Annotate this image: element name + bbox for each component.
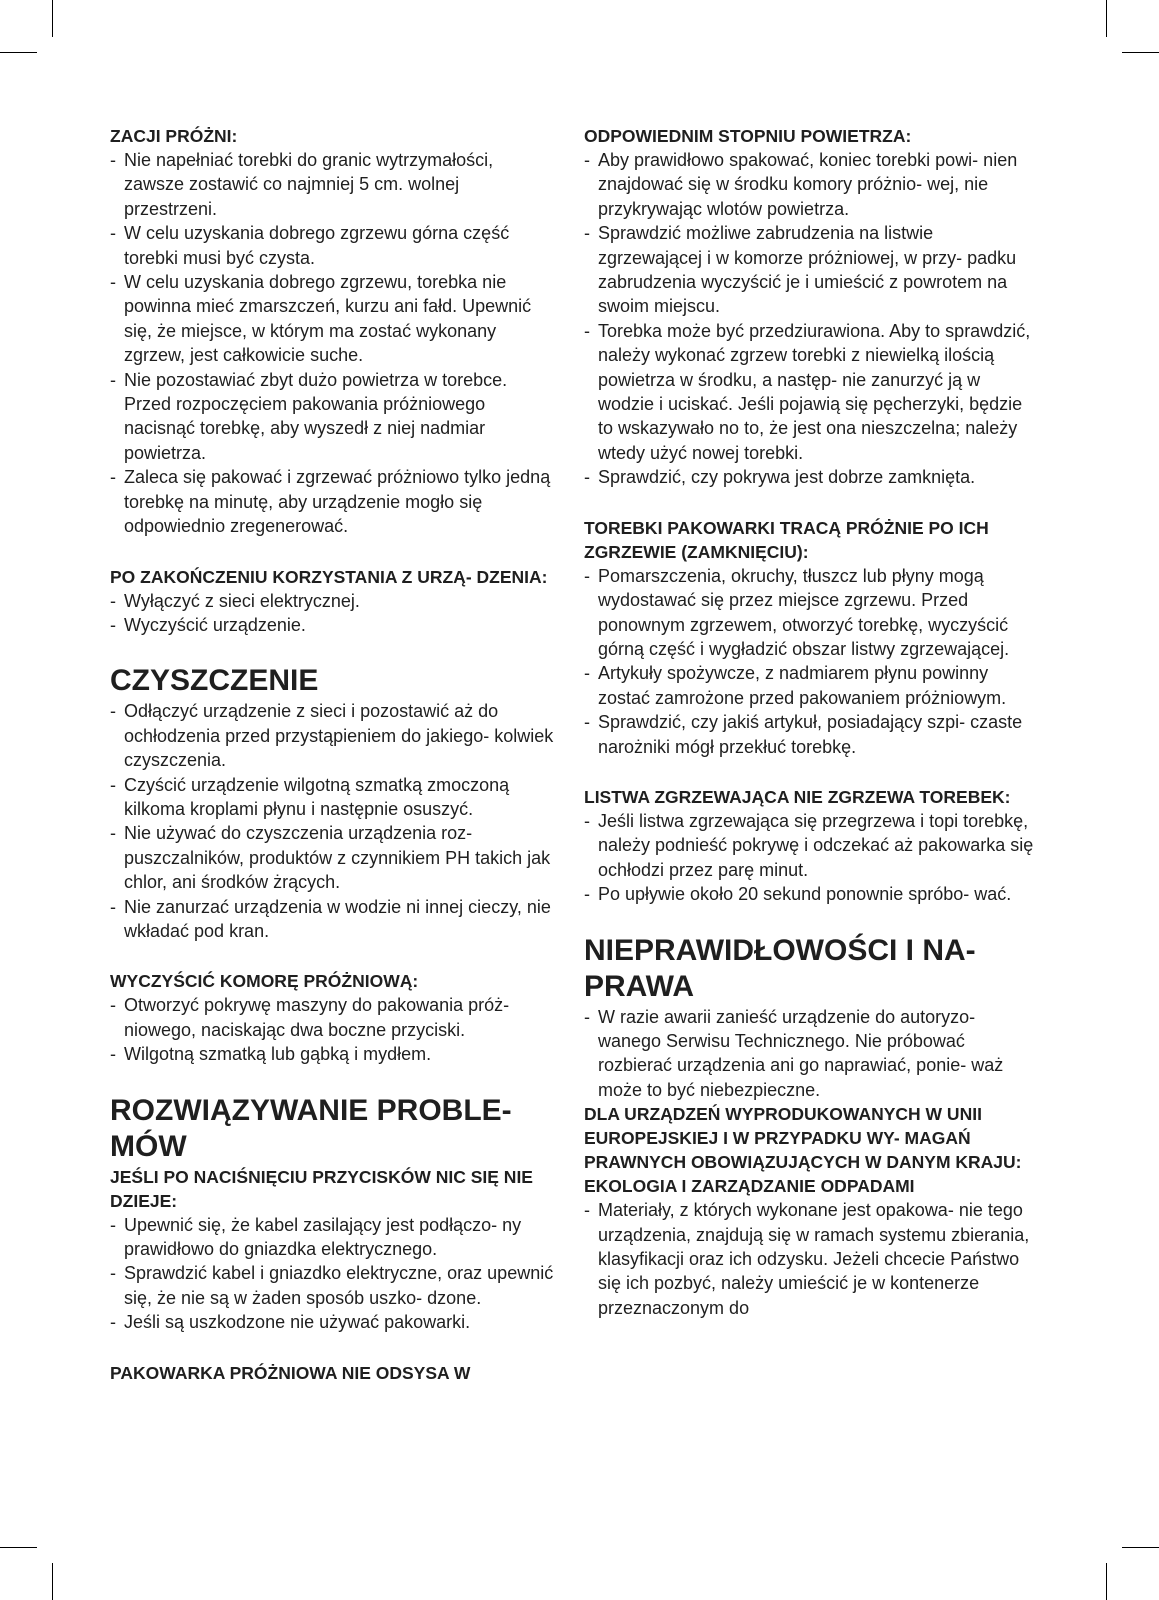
- section-title-troubleshooting: ROZWIĄZYWANIE PROBLE- MÓW: [110, 1093, 512, 1163]
- list-item: - Wyłączyć z sieci elektrycznej.: [110, 589, 555, 613]
- crop-mark-top-left-h: [0, 52, 37, 53]
- crop-mark-top-right-v: [1106, 0, 1107, 37]
- list-item: - Po upływie około 20 sekund ponownie spróbo- wać.: [584, 882, 1034, 906]
- list-item: - Otworzyć pokrywę maszyny do pakowania próż- niowego, naciskając dwa boczne przyciski.: [110, 993, 555, 1042]
- list-item: - Odłączyć urządzenie z sieci i pozostawić aż do ochłodzenia przed przystąpieniem do jakiego- kolwiek czyszczenia.: [110, 699, 555, 772]
- section-heading: EKOLOGIA I ZARZĄDZANIE ODPADAMI: [584, 1176, 915, 1197]
- section-heading: LISTWA ZGRZEWAJĄCA NIE ZGRZEWA TOREBEK:: [584, 786, 1011, 807]
- crop-mark-bottom-right-h: [1122, 1547, 1159, 1548]
- bullet-list: [110, 589, 555, 638]
- bullet-list: [110, 1213, 555, 1335]
- list-item: - Sprawdzić możliwe zabrudzenia na listwie zgrzewającej i w komorze próżniowej, w przy- padku zabrudzenia wyczyścić je i umieścić z powrotem na swoim miejscu.: [584, 221, 1034, 319]
- crop-mark-top-left-v: [52, 0, 53, 37]
- list-item: - Artykuły spożywcze, z nadmiarem płynu powinny zostać zamrożone przed pakowaniem próżniowym.: [584, 661, 1034, 710]
- crop-mark-bottom-left-h: [0, 1547, 37, 1548]
- list-item: - W celu uzyskania dobrego zgrzewu, torebka nie powinna mieć zmarszczeń, kurzu ani fałd. Upewnić się, że miejsce, w którym ma zostać wykonany zgrzew, jest całkowicie suche.: [110, 270, 555, 368]
- list-item: - Pomarszczenia, okruchy, tłuszcz lub płyny mogą wydostawać się przez miejsce zgrzewu. Przed ponownym zgrzewem, otworzyć torebkę, wyczyścić górną część i wygładzić obszar listwy zgrzewającej.: [584, 564, 1034, 662]
- list-item: - Wilgotną szmatką lub gąbką i mydłem.: [110, 1042, 555, 1066]
- list-item: - Wyczyścić urządzenie.: [110, 613, 555, 637]
- section-heading: DLA URZĄDZEŃ WYPRODUKOWANYCH W UNII EUROPEJSKIEJ I W PRZYPADKU WY- MAGAŃ PRAWNYCH OBOWIĄZUJĄCYCH W DANYM KRAJU:: [584, 1104, 1022, 1173]
- list-item: - Materiały, z których wykonane jest opakowa- nie tego urządzenia, znajdują się w ramach systemu zbierania, klasyfikacji oraz ich odzysku. Jeżeli chcecie Państwo się ich pozbyć, należy umieścić je w kontenerze przeznaczonym do: [584, 1198, 1034, 1320]
- list-item: - Nie napełniać torebki do granic wytrzymałości, zawsze zostawić co najmniej 5 cm. wolnej przestrzeni.: [110, 148, 555, 221]
- list-item: - Jeśli są uszkodzone nie używać pakowarki.: [110, 1310, 555, 1334]
- list-item: - Czyścić urządzenie wilgotną szmatką zmoczoną kilkoma kroplami płynu i następnie osuszyć.: [110, 773, 555, 822]
- right-column: [584, 124, 1034, 1320]
- section-heading: PAKOWARKA PRÓŻNIOWA NIE ODSYSA W: [110, 1362, 471, 1383]
- list-item: - Zaleca się pakować i zgrzewać próżniowo tylko jedną torebkę na minutę, aby urządzenie mogło się odpowiednio zregenerować.: [110, 465, 555, 538]
- crop-mark-bottom-left-v: [52, 1563, 53, 1600]
- section-heading: ODPOWIEDNIM STOPNIU POWIETRZA:: [584, 126, 912, 146]
- list-item: - Nie pozostawiać zbyt dużo powietrza w torebce. Przed rozpoczęciem pakowania próżniowego nacisnąć torebkę, aby wyszedł z niej nadmiar powietrza.: [110, 368, 555, 466]
- section-title-cleaning: CZYSZCZENIE: [110, 664, 319, 698]
- crop-mark-bottom-right-v: [1106, 1563, 1107, 1600]
- bullet-list: [110, 699, 555, 943]
- section-heading: WYCZYŚCIĆ KOMORĘ PRÓŻNIOWĄ:: [110, 971, 419, 992]
- list-item: - W razie awarii zanieść urządzenie do autoryzo- wanego Serwisu Technicznego. Nie próbować rozbierać urządzenia ani go naprawiać, ponie- waż może to być niebezpieczne.: [584, 1005, 1034, 1103]
- section-title-repair: NIEPRAWIDŁOWOŚCI I NA- PRAWA: [584, 933, 976, 1003]
- bullet-list: [110, 993, 555, 1066]
- left-column: [110, 124, 555, 1385]
- list-item: - Torebka może być przedziurawiona. Aby to sprawdzić, należy wykonać zgrzew torebki z niewielką ilością powietrza w środku, a następ- nie zanurzyć ją w wodzie i uciskać. Jeśli pojawią się pęcherzyki, będzie to wskazywało no to, że jest ona nieszczelna; należy wtedy użyć nowej torebki.: [584, 319, 1034, 465]
- list-item: - Sprawdzić, czy pokrywa jest dobrze zamknięta.: [584, 465, 1034, 489]
- bullet-list: [584, 1005, 1034, 1103]
- list-item: - Sprawdzić, czy jakiś artykuł, posiadający szpi- czaste narożniki mógł przekłuć torebkę.: [584, 710, 1034, 759]
- list-item: - Nie zanurzać urządzenia w wodzie ni innej cieczy, nie wkładać pod kran.: [110, 895, 555, 944]
- bullet-list: [110, 148, 555, 539]
- list-item: - Sprawdzić kabel i gniazdko elektryczne, oraz upewnić się, że nie są w żaden sposób uszko- dzone.: [110, 1261, 555, 1310]
- section-heading: PO ZAKOŃCZENIU KORZYSTANIA Z URZĄ- DZENIA:: [110, 566, 548, 587]
- list-item: - Aby prawidłowo spakować, koniec torebki powi- nien znajdować się w środku komory próżnio- wej, nie przykrywając wlotów powietrza.: [584, 148, 1034, 221]
- section-heading: ZACJI PRÓŻNI:: [110, 126, 238, 146]
- list-item: - Upewnić się, że kabel zasilający jest podłączo- ny prawidłowo do gniazdka elektrycznego.: [110, 1213, 555, 1262]
- bullet-list: [584, 148, 1034, 490]
- bullet-list: [584, 809, 1034, 907]
- list-item: - W celu uzyskania dobrego zgrzewu górna część torebki musi być czysta.: [110, 221, 555, 270]
- bullet-list: [584, 1198, 1034, 1320]
- list-item: - Nie używać do czyszczenia urządzenia roz- puszczalników, produktów z czynnikiem PH takich jak chlor, ani środków żrących.: [110, 821, 555, 894]
- list-item: - Jeśli listwa zgrzewająca się przegrzewa i topi torebkę, należy podnieść pokrywę i odczekać aż pakowarka się ochłodzi przez parę minut.: [584, 809, 1034, 882]
- crop-mark-top-right-h: [1122, 52, 1159, 53]
- bullet-list: [584, 564, 1034, 759]
- section-heading: JEŚLI PO NACIŚNIĘCIU PRZYCISKÓW NIC SIĘ NIE DZIEJE:: [110, 1166, 533, 1211]
- section-heading: TOREBKI PAKOWARKI TRACĄ PRÓŻNIE PO ICH ZGRZEWIE (ZAMKNIĘCIU):: [584, 517, 989, 562]
